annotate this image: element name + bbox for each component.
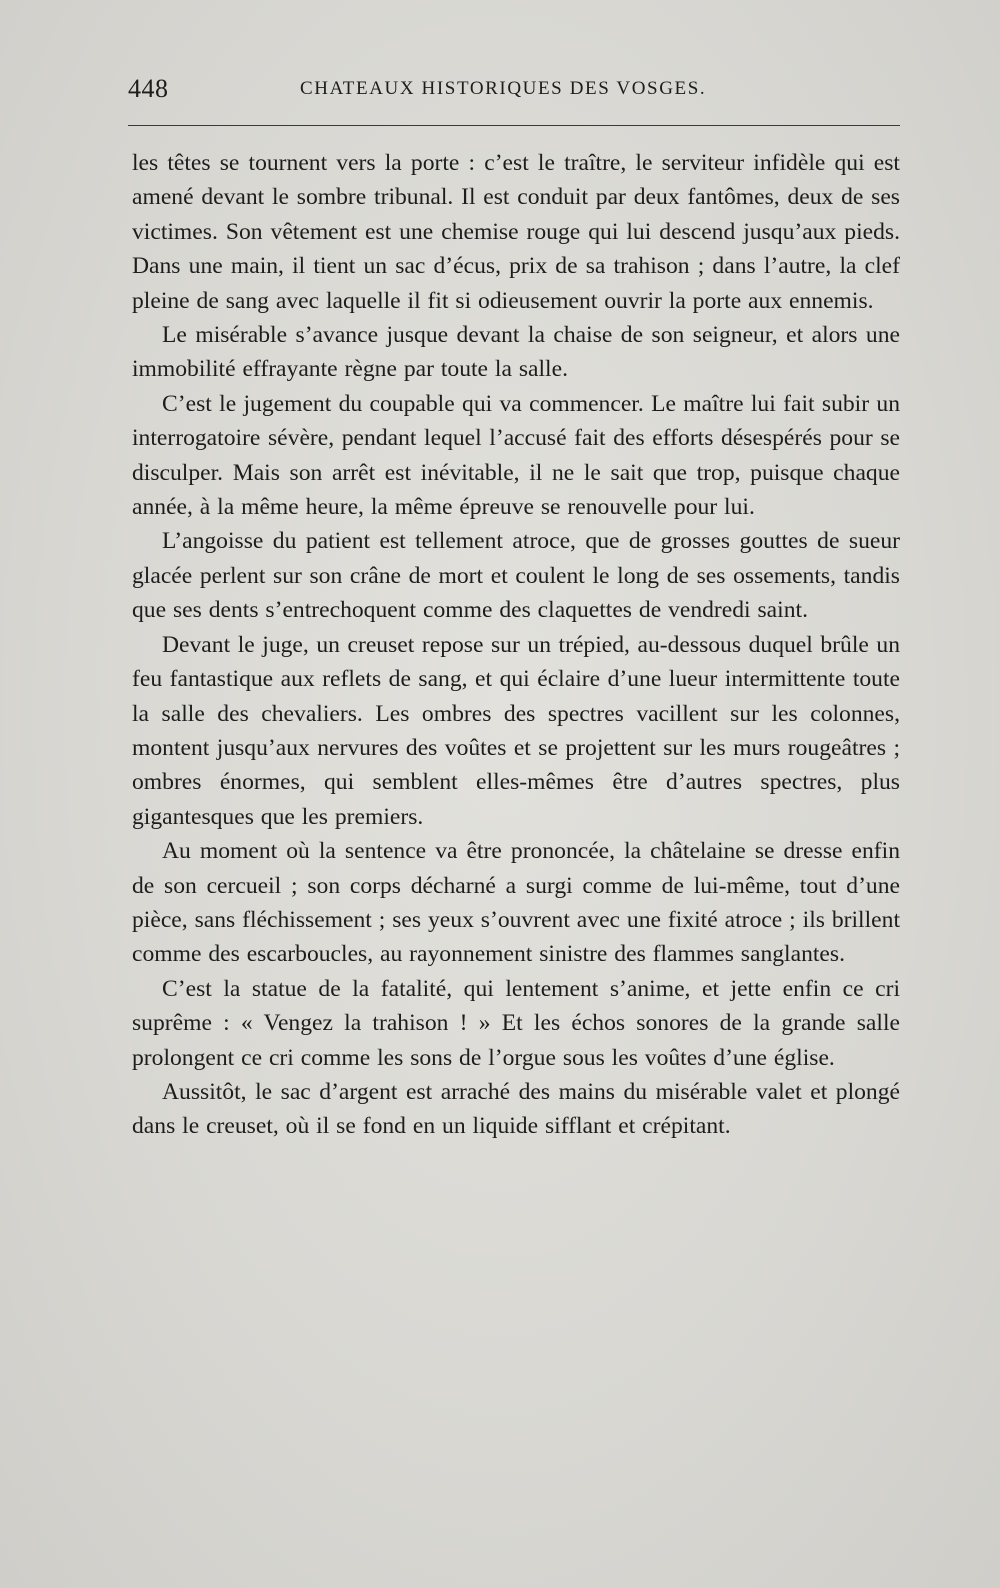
paragraph: C’est la statue de la fatalité, qui lentement s’anime, et jette enfin ce cri suprême : « Vengez la trahison ! » Et les échos sonores de la grande salle prolongent ce cri comme les sons de l’orgue sous les voûtes d’une église.	[132, 975, 900, 1071]
paragraph: Devant le juge, un creuset repose sur un trépied, au-dessous duquel brûle un feu fantastique aux reflets de sang, et qui éclaire d’une lueur intermittente toute la salle des chevaliers. Les ombres des spectres vacillent sur les colonnes, montent jusqu’aux nervures des voûtes et se projettent sur les murs rougeâtres ; ombres énormes, qui semblent elles-mêmes être d’autres spectres, plus gigantesques que les premiers.	[132, 631, 900, 830]
paragraph: C’est le jugement du coupable qui va commencer. Le maître lui fait subir un interrogatoire sévère, pendant lequel l’accusé fait des efforts désespérés pour se disculper. Mais son arrêt est inévitable, il ne le sait que trop, puisque chaque année, à la même heure, la même épreuve se renouvelle pour lui.	[132, 390, 900, 521]
page-number: 448	[128, 74, 169, 103]
paragraph: Au moment où la sentence va être prononcée, la châtelaine se dresse enfin de son cercueil ; son corps décharné a surgi comme de lui-même, tout d’une pièce, sans fléchissement ; ses yeux s’ouvrent avec une fixité atroce ; ils brillent comme des escarboucles, au rayonnement sinistre des flammes sanglantes.	[132, 838, 900, 968]
paragraph: Aussitôt, le sac d’argent est arraché des mains du misérable valet et plongé dans le creuset, où il se fond en un liquide sifflant et crépitant.	[132, 1078, 900, 1140]
paragraph: L’angoisse du patient est tellement atroce, que de grosses gouttes de sueur glacée perlent sur son crâne de mort et coulent le long de ses ossements, tandis que ses dents s’entrechoquent comme des claquettes de vendredi saint.	[132, 528, 900, 624]
running-title: CHATEAUX HISTORIQUES DES VOSGES.	[300, 78, 707, 99]
header-rule	[128, 125, 900, 126]
page-header	[128, 70, 898, 110]
body-text	[132, 146, 900, 1144]
paragraph: les têtes se tournent vers la porte : c’est le traître, le serviteur infidèle qui est amené devant le sombre tribunal. Il est conduit par deux fantômes, deux de ses victimes. Son vêtement est une chemise rouge qui lui descend jusqu’aux pieds. Dans une main, il tient un sac d’écus, prix de sa trahison ; dans l’autre, la clef pleine de sang avec laquelle il fit si odieusement ouvrir la porte aux ennemis.	[132, 150, 900, 314]
paragraph: Le misérable s’avance jusque devant la chaise de son seigneur, et alors une immobilité effrayante règne par toute la salle.	[132, 322, 900, 383]
